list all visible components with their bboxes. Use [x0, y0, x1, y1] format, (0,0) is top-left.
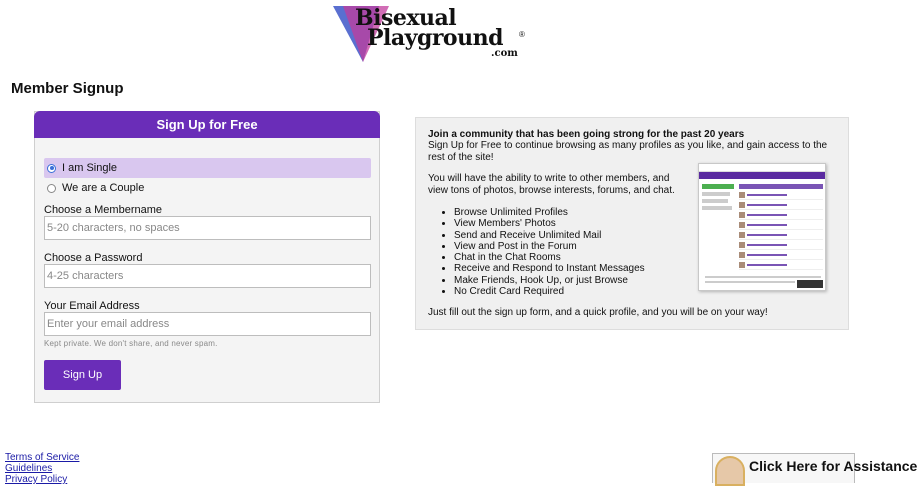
info-intro: Sign Up for Free to continue browsing as many profiles as you like, and gain access to the rest of the site! [428, 140, 828, 163]
password-label: Choose a Password [44, 252, 143, 264]
privacy-link[interactable]: Privacy Policy [5, 474, 68, 485]
password-input[interactable] [44, 264, 371, 288]
feature-item: • View Members' Photos [454, 218, 645, 229]
feature-list [428, 207, 645, 297]
feature-item: • Browse Unlimited Profiles [454, 207, 645, 218]
logo-text-line2: Playground [367, 25, 503, 51]
radio-unchecked-icon[interactable] [47, 184, 56, 193]
logo-text-line1: Bisexual [355, 5, 457, 31]
email-label: Your Email Address [44, 300, 140, 312]
radio-checked-icon[interactable] [47, 164, 56, 173]
footer-links [5, 452, 79, 485]
email-input[interactable] [44, 312, 371, 336]
info-panel [415, 117, 849, 330]
option-couple[interactable] [44, 178, 371, 198]
option-single-label: I am Single [62, 162, 118, 174]
assistance-button[interactable] [712, 453, 917, 483]
signup-button[interactable]: Sign Up [44, 360, 121, 390]
guidelines-link[interactable]: Guidelines [5, 463, 53, 474]
feature-item: • Receive and Respond to Instant Messages [454, 263, 645, 274]
logo-suffix: .com [491, 48, 518, 59]
feature-item: • Chat in the Chat Rooms [454, 252, 645, 263]
info-abilities: You will have the ability to write to other members, and view tons of photos, browse interests, forums, and chat. [428, 173, 675, 196]
support-avatar-icon [715, 456, 745, 486]
page-title: Member Signup [11, 80, 124, 97]
membername-label: Choose a Membername [44, 204, 163, 216]
membername-input[interactable] [44, 216, 371, 240]
feature-item: • Send and Receive Unlimited Mail [454, 230, 645, 241]
assistance-label: Click Here for Assistance [749, 458, 917, 474]
site-logo[interactable] [333, 4, 533, 66]
info-footer: Just fill out the sign up form, and a quick profile, and you will be on your way! [428, 307, 768, 318]
feature-item: • Make Friends, Hook Up, or just Browse [454, 275, 645, 286]
email-hint: Kept private. We don't share, and never spam. [44, 339, 218, 348]
signup-header: Sign Up for Free [34, 111, 380, 138]
option-couple-label: We are a Couple [62, 182, 145, 194]
feature-item: • View and Post in the Forum [454, 241, 645, 252]
logo-registered-mark: ® [519, 30, 525, 39]
signup-form [34, 111, 380, 403]
site-preview-image [698, 163, 826, 291]
info-headline: Join a community that has been going strong for the past 20 years [428, 129, 745, 140]
option-single[interactable] [44, 158, 371, 178]
feature-item: • No Credit Card Required [454, 286, 645, 297]
terms-link[interactable]: Terms of Service [5, 452, 80, 463]
